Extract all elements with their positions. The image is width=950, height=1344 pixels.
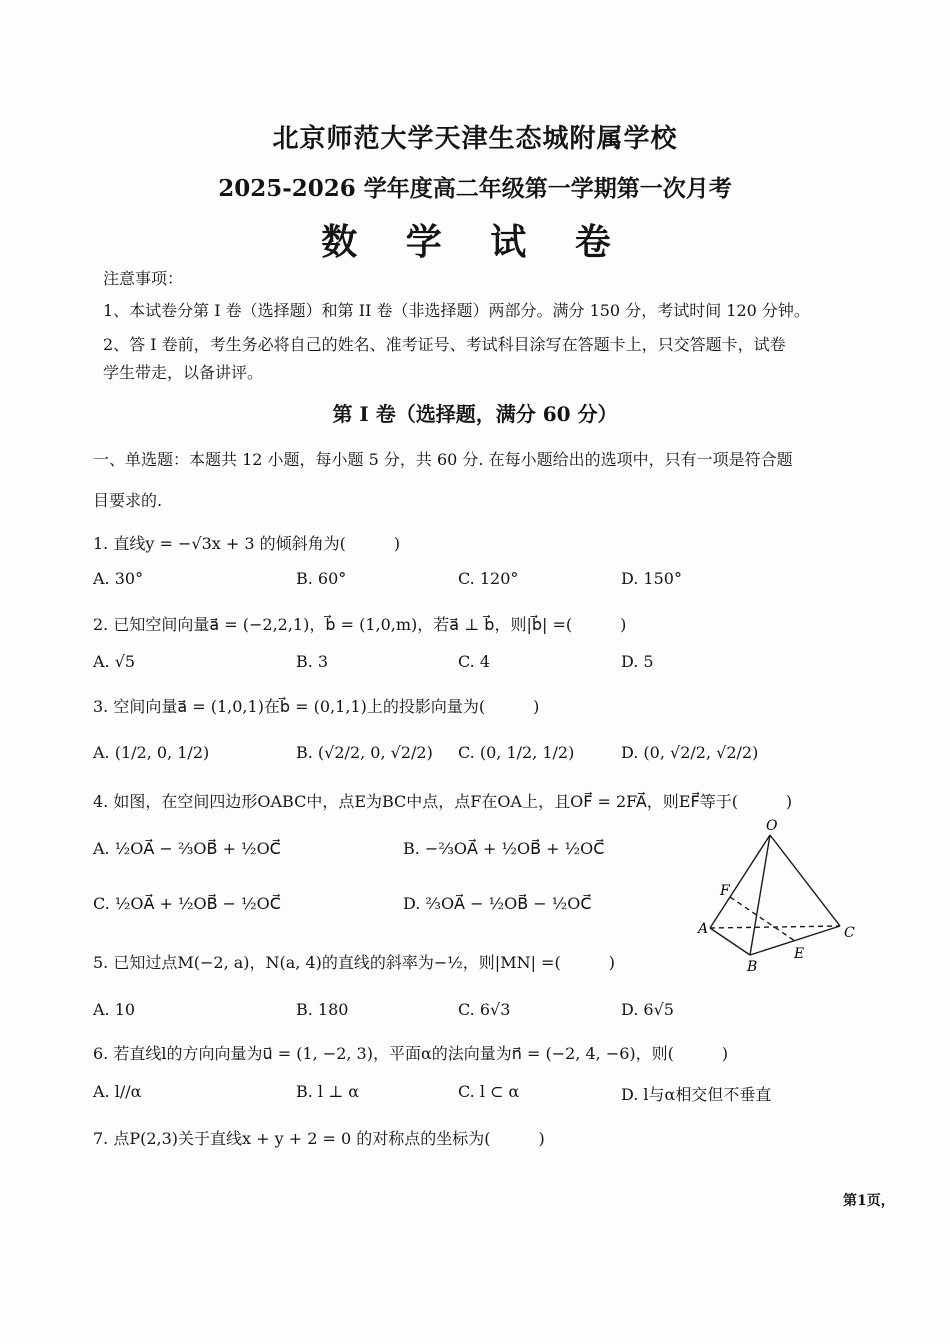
- question-4-stem: 4. 如图，在空间四边形OABC中，点E为BC中点，点F在OA上，且OF⃗ = 2FA⃗，则EF⃗等于( ): [93, 792, 793, 811]
- question-6-option-d: D. l与α相交但不垂直: [621, 1085, 772, 1104]
- question-5-stem: 5. 已知过点M(−2, a)，N(a, 4)的直线的斜率为−½，则|MN| =( ): [93, 953, 615, 972]
- question-2-stem: 2. 已知空间向量a⃗ = (−2,2,1)，b⃗ = (1,0,m)，若a⃗ ⊥ b⃗，则|b⃗| =( ): [93, 615, 627, 634]
- exam-title: 2025-2026 学年度高二年级第一学期第一次月考: [218, 175, 732, 202]
- question-4-option-a: A. ½OA⃗ − ⅔OB⃗ + ½OC⃗: [93, 839, 281, 858]
- section-intro-line-2: 目要求的.: [93, 491, 163, 510]
- question-5-option-b: B. 180: [296, 1000, 349, 1019]
- question-3-option-d: D. (0, √2/2, √2/2): [621, 743, 759, 762]
- question-3-option-a: A. (1/2, 0, 1/2): [93, 743, 210, 762]
- question-2-option-c: C. 4: [458, 652, 491, 671]
- question-3-stem: 3. 空间向量a⃗ = (1,0,1)在b⃗ = (0,1,1)上的投影向量为( ): [93, 697, 540, 716]
- question-3-option-b: B. (√2/2, 0, √2/2): [296, 743, 433, 762]
- figure-label-c: C: [844, 925, 855, 941]
- notice-item-2-line-1: 2、答 I 卷前，考生务必将自己的姓名、准考证号、考试科目涂写在答题卡上，只交答题卡，试卷: [103, 335, 786, 354]
- question-2-option-a: A. √5: [93, 652, 136, 671]
- notice-item-2-line-2: 学生带走，以备讲评。: [103, 363, 264, 382]
- question-1-option-b: B. 60°: [296, 569, 347, 588]
- question-6-option-c: C. l ⊂ α: [458, 1082, 520, 1101]
- page-number: 第1页，: [843, 1193, 895, 1209]
- question-4-option-d: D. ⅔OA⃗ − ½OB⃗ − ½OC⃗: [403, 894, 592, 913]
- question-6-stem: 6. 若直线l的方向向量为u⃗ = (1, −2, 3)，平面α的法向量为n⃗ = (−2, 4, −6)，则( ): [93, 1044, 729, 1063]
- question-2-option-d: D. 5: [621, 652, 654, 671]
- question-6-option-a: A. l//α: [93, 1082, 142, 1101]
- question-7-stem: 7. 点P(2,3)关于直线x + y + 2 = 0 的对称点的坐标为( ): [93, 1129, 545, 1148]
- question-6-option-b: B. l ⊥ α: [296, 1082, 360, 1101]
- question-3-option-c: C. (0, 1/2, 1/2): [458, 743, 575, 762]
- question-1-stem: 1. 直线y = −√3x + 3 的倾斜角为( ): [93, 534, 401, 553]
- question-5-option-a: A. 10: [93, 1000, 136, 1019]
- section-title: 第 I 卷（选择题，满分 60 分）: [332, 402, 618, 426]
- figure-label-f: F: [720, 883, 730, 899]
- figure-label-b: B: [747, 959, 758, 975]
- notice-heading: 注意事项：: [103, 269, 184, 288]
- question-1-option-a: A. 30°: [93, 569, 144, 588]
- question-4-option-b: B. −⅔OA⃗ + ½OB⃗ + ½OC⃗: [403, 839, 605, 858]
- question-2-option-b: B. 3: [296, 652, 329, 671]
- figure-label-o: O: [766, 818, 778, 834]
- question-5-option-d: D. 6√5: [621, 1000, 674, 1019]
- question-1-option-d: D. 150°: [621, 569, 682, 588]
- question-1-option-c: C. 120°: [458, 569, 519, 588]
- question-5-option-c: C. 6√3: [458, 1000, 511, 1019]
- question-4-option-c: C. ½OA⃗ + ½OB⃗ − ½OC⃗: [93, 894, 281, 913]
- figure-label-a: A: [698, 921, 709, 937]
- school-name: 北京师范大学天津生态城附属学校: [272, 124, 678, 154]
- notice-item-1: 1、本试卷分第 I 卷（选择题）和第 II 卷（非选择题）两部分。满分 150 分，考试时间 120 分钟。: [103, 301, 810, 320]
- section-intro-line-1: 一、单选题：本题共 12 小题，每小题 5 分，共 60 分. 在每小题给出的选项中，只有一项是符合题: [93, 450, 793, 469]
- subject-title: 数 学 试 卷: [321, 221, 629, 263]
- tetrahedron-figure: [690, 815, 870, 980]
- figure-label-e: E: [794, 946, 805, 962]
